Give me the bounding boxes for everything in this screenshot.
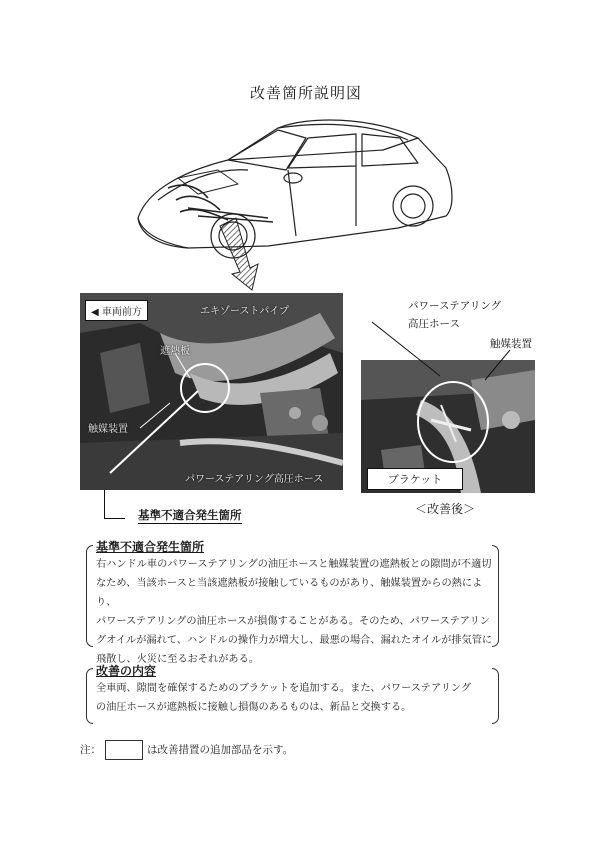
section2-line: の油圧ホースが遮熱板に接触し損傷のあるものは、新品と交換する。	[96, 702, 412, 713]
section1-body	[96, 555, 496, 669]
section1-line: 飛散し、火災に至るおそれがある。	[96, 654, 259, 665]
page-title: 改善箇所説明図	[249, 84, 362, 102]
heat-shield-label: 遮熱板	[160, 346, 190, 357]
defect-caption-bracket	[104, 490, 125, 519]
defect-location-caption: 基準不適合発生箇所	[138, 508, 242, 522]
section1-line: パワーステアリングの油圧ホースが損傷することがある。そのため、パワーステアリン	[96, 616, 490, 627]
note-suffix: は改善措置の追加部品を示す。	[147, 744, 294, 756]
section2-left-bracket	[86, 668, 93, 724]
engine-bay-illustration	[80, 293, 343, 490]
arrow-left-icon: ◀	[91, 307, 99, 318]
section1-heading: 基準不適合発生箇所	[96, 540, 205, 554]
note-line	[80, 740, 293, 760]
callout-lines-right	[360, 310, 560, 400]
catalyst-label-right: 触媒装置	[490, 338, 532, 350]
power-steering-hose-label-right-line2: 高圧ホース	[408, 318, 460, 330]
note-prefix: 注：	[80, 744, 101, 756]
catalyst-label-left: 触媒装置	[88, 424, 128, 435]
section1-left-bracket	[86, 545, 93, 647]
section1-line: なため、当該ホースと当該遮熱板が接触しているものがあり、触媒装置からの熱により、	[96, 578, 483, 608]
section2-heading: 改善の内容	[96, 664, 157, 678]
added-part-legend-box	[105, 740, 143, 760]
bracket-label: ブラケット	[367, 468, 463, 490]
section2-body	[96, 679, 496, 717]
power-steering-hose-label-left: パワーステアリング高圧ホース	[185, 474, 324, 485]
front-direction-label: ◀ 車両前方	[85, 300, 148, 321]
section1-line: 右ハンドル車のパワーステアリングの油圧ホースと触媒装置の遮熱板との隙間が不適切	[96, 559, 492, 570]
section2-line: 全車両、隙間を確保するためのブラケットを追加する。また、パワーステアリング	[96, 683, 472, 694]
power-steering-hose-label-right-line1: パワーステアリング	[408, 300, 502, 312]
engine-bay-photo	[80, 293, 343, 490]
section1-line: グオイルが漏れて、ハンドルの操作力が増大し、最悪の場合、漏れたオイルが排気管に	[96, 635, 493, 646]
after-improvement-caption: ＜改善後＞	[415, 502, 476, 516]
car-diagram	[128, 108, 458, 294]
exhaust-pipe-label: エキゾーストパイプ	[200, 306, 289, 317]
